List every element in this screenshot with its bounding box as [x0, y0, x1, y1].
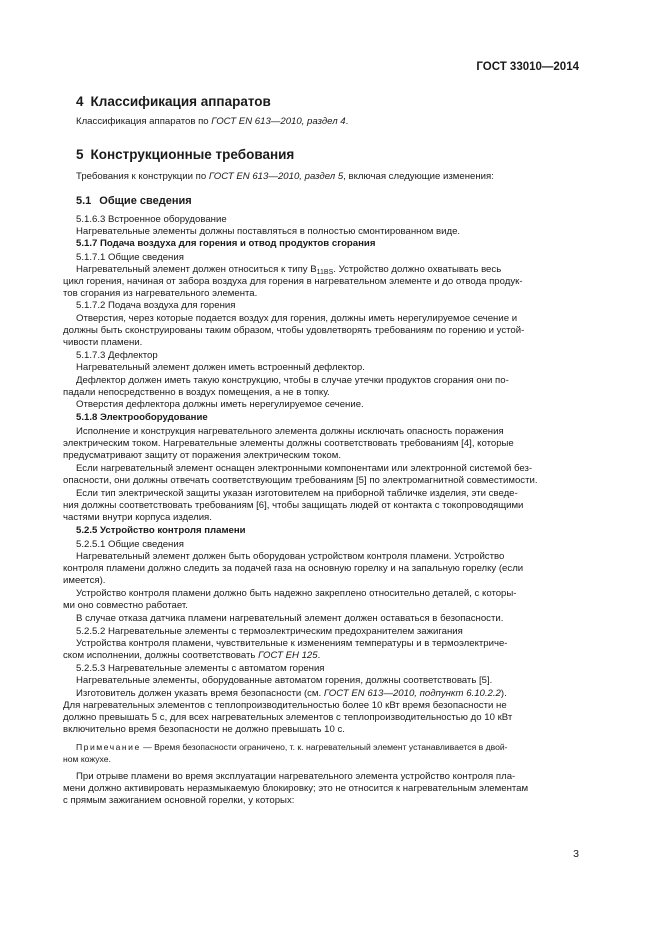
note [76, 741, 508, 753]
paragraph-line: ния должны соответствовать требованиям [6], чтобы защищать людей от контакта с токопроводящими [63, 500, 524, 511]
paragraph-line: предусматривают защиту от поражения электрическим током. [63, 450, 342, 461]
section-4-heading [76, 94, 271, 109]
section-title: Конструкционные требования [90, 147, 295, 162]
paragraph: Отверстия дефлектора должны иметь нерегулируемое сечение. [76, 399, 364, 410]
paragraph-line: ми оно совместно работает. [63, 600, 188, 611]
text: ). [500, 688, 507, 699]
paragraph [76, 688, 507, 700]
subsection-5-1-heading [76, 195, 192, 207]
clause-525-heading: 5.2.5 Устройство контроля пламени [76, 525, 246, 536]
section-title: Общие сведения [99, 195, 192, 207]
text: ском исполнении, должны соответствовать [63, 650, 259, 661]
paragraph: Нагревательный элемент должен быть оборудован устройством контроля пламени. Устройство [76, 551, 505, 562]
note-label: Примечание [76, 742, 141, 752]
text: . [317, 650, 321, 661]
paragraph: Исполнение и конструкция нагревательного элемента должны исключать опасность поражения [76, 426, 504, 437]
paragraph-line: должно превышать 5 с, для всех нагревательных элементов с теплопроизводительностью до 10 кВт [63, 712, 513, 723]
paragraph-line: падали непосредственно в воздух помещения, а не в топку. [63, 387, 330, 398]
paragraph-line: частями внутри корпуса изделия. [63, 512, 212, 523]
clause-5253: 5.2.5.3 Нагревательные элементы с автоматом горения [76, 663, 325, 674]
paragraph: Если тип электрической защиты указан изготовителем на приборной табличке изделия, эти сведе- [76, 488, 518, 499]
paragraph-line: мени должно активировать неразмыкаемую блокировку; это не относится к нагревательным элементам [63, 783, 529, 794]
subscript: 11BS [316, 269, 334, 276]
paragraph: Дефлектор должен иметь такую конструкцию, чтобы в случае утечки продуктов сгорания они по- [76, 375, 509, 386]
paragraph: Если нагревательный элемент оснащен электронными компонентами или электронной системой без- [76, 463, 533, 474]
clause-5171: 5.1.7.1 Общие сведения [76, 252, 184, 263]
text: Изготовитель должен указать время безопасности (см. [76, 688, 324, 699]
reference: ГОСТ EN 613—2010, подпункт 6.10.2.2 [323, 688, 501, 699]
section-4-text [76, 116, 348, 128]
reference: ГОСТ EN 613—2010, раздел 4 [211, 116, 346, 127]
clause-5173: 5.1.7.3 Дефлектор [76, 350, 158, 361]
paragraph-line: должны быть сконструированы таким образом, чтобы удовлетворять требованиям по горению и устой- [63, 325, 525, 336]
paragraph: Нагревательные элементы должны поставляться в полностью смонтированном виде. [76, 226, 461, 237]
paragraph-line: электрическим током. Нагревательные элементы должны соответствовать требованиям [4], которые [63, 438, 514, 449]
paragraph-line: включительно время безопасности не должно превышать 10 с. [63, 724, 345, 735]
text: . Устройство должно охватывать весь [333, 264, 502, 275]
section-5-heading [76, 147, 294, 162]
paragraph: Устройство контроля пламени должно быть надежно закреплено относительно деталей, с которы- [76, 588, 517, 599]
note-text: — Время безопасности ограничено, т. к. нагревательный элемент устанавливается в двой- [140, 742, 508, 752]
section-number: 5.1 [76, 195, 92, 207]
section-number: 5 [76, 147, 84, 162]
clause-5252: 5.2.5.2 Нагревательные элементы с термоэлектрическим предохранителем зажигания [76, 626, 463, 637]
section-number: 4 [76, 94, 84, 109]
reference: ГОСТ EN 613—2010, раздел 5 [208, 171, 344, 182]
paragraph-line: тов сгорания из нагревательного элемента. [63, 288, 258, 299]
paragraph-line: чивости пламени. [63, 337, 143, 348]
paragraph-line: имеется). [63, 575, 106, 586]
paragraph: Отверстия, через которые подается воздух для горения, должны иметь нерегулируемое сечение и [76, 313, 518, 324]
paragraph-line [63, 650, 320, 662]
text: . [345, 116, 349, 127]
clause-517-heading: 5.1.7 Подача воздуха для горения и отвод продуктов сгорания [76, 238, 376, 249]
document-header: ГОСТ 33010—2014 [476, 61, 579, 73]
text: Требования к конструкции по [76, 171, 209, 182]
clause-5172: 5.1.7.2 Подача воздуха для горения [76, 300, 236, 311]
text: Классификация аппаратов по [76, 116, 212, 127]
text: , включая следующие изменения: [343, 171, 494, 182]
paragraph: При отрыве пламени во время эксплуатации нагревательного элемента устройство контроля пла- [76, 771, 516, 782]
paragraph: Нагревательные элементы, оборудованные автоматом горения, должны соответствовать [5]. [76, 675, 493, 686]
text: Нагревательный элемент должен относиться к типу B [76, 264, 317, 275]
note-line: ном кожухе. [63, 754, 111, 764]
clause-5251: 5.2.5.1 Общие сведения [76, 539, 184, 550]
reference: ГОСТ ЕН 125 [258, 650, 318, 661]
paragraph-line: цикл горения, начиная от забора воздуха для горения в нагревательном элементе и до отвода продук- [63, 276, 523, 287]
paragraph: Устройства контроля пламени, чувствительные к изменениям температуры и в термоэлектриче- [76, 638, 508, 649]
section-title: Классификация аппаратов [90, 94, 271, 109]
paragraph-line: контроля пламени должно следить за подачей газа на основную горелку и на запальную горелку (если [63, 563, 524, 574]
clause-5163: 5.1.6.3 Встроенное оборудование [76, 214, 227, 225]
paragraph: В случае отказа датчика пламени нагревательный элемент должен оставаться в безопасности. [76, 613, 504, 624]
page-number: 3 [573, 848, 579, 860]
paragraph-line: Для нагревательных элементов с теплопроизводительностью более 10 кВт время безопасности не [63, 700, 507, 711]
clause-518-heading: 5.1.8 Электрооборудование [76, 412, 208, 423]
paragraph-line: с прямым зажиганием основной горелки, у которых: [63, 795, 295, 806]
paragraph: Нагревательный элемент должен иметь встроенный дефлектор. [76, 362, 365, 373]
section-5-text [76, 171, 494, 183]
paragraph-line: опасности, они должны отвечать соответствующим требованиям [5] по электромагнитной совместимости. [63, 475, 538, 486]
